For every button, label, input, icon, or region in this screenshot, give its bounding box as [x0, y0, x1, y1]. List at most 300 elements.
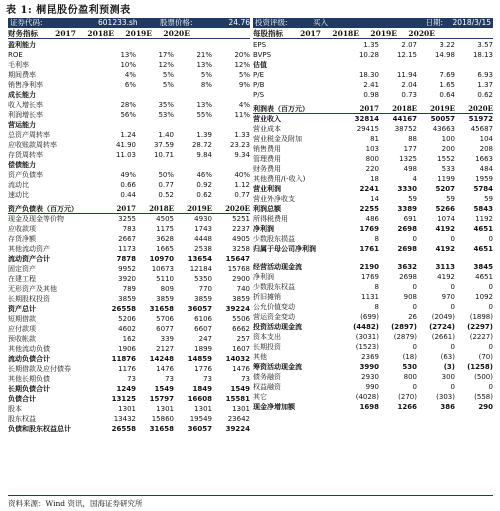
cell-value: 2.04	[401, 81, 417, 89]
cell-value: 8	[374, 235, 379, 243]
cell-value: 39224	[225, 305, 250, 313]
section-heading: 盈利能力	[8, 40, 36, 49]
year-col: 2019E	[370, 29, 397, 38]
cell-value: (558)	[474, 393, 493, 401]
bottom-rule	[8, 495, 493, 496]
table-row	[253, 214, 493, 224]
row-label: 存货周转率	[8, 151, 43, 159]
cell-value: 2538	[194, 245, 212, 253]
cell-value: 0.92	[196, 181, 212, 189]
cell-value: 28.72	[191, 141, 212, 149]
cell-value: 3859	[232, 295, 250, 303]
row-label: 应收账款周转率	[8, 141, 57, 149]
cell-value: 40%	[234, 171, 250, 179]
row-label: 其它	[253, 393, 267, 401]
cell-value: 15581	[225, 395, 250, 403]
year-col: 2018E	[149, 204, 174, 213]
cell-value: 1176	[118, 365, 136, 373]
cell-value: 4905	[232, 235, 250, 243]
cell-value: (2297)	[467, 323, 493, 331]
cell-value: 2698	[399, 273, 417, 281]
cell-value: 73	[127, 375, 136, 383]
cell-value: 200	[441, 145, 455, 153]
cell-value: 4448	[194, 235, 212, 243]
cell-value: 81	[370, 135, 379, 143]
cell-value: 37.59	[153, 141, 174, 149]
cell-value: 1092	[475, 293, 493, 301]
cell-value: 12%	[234, 61, 250, 69]
table-row	[8, 314, 250, 324]
row-label: 负债和股东权益总计	[8, 425, 71, 433]
cell-value: 1.39	[196, 131, 212, 139]
row-label: P/B	[253, 81, 265, 89]
cell-value: 1199	[437, 175, 455, 183]
table-row	[8, 424, 250, 434]
row-label: 所得税费用	[253, 215, 288, 223]
row-label: 折旧摊销	[253, 293, 281, 301]
row-label: 销售费用	[253, 145, 281, 153]
table-row	[8, 160, 250, 170]
section-heading: 营运能力	[8, 120, 36, 129]
cell-value: 41.90	[115, 141, 136, 149]
cell-value: 0.66	[120, 181, 136, 189]
cell-value: 5%	[162, 71, 174, 79]
cell-value: 73	[241, 375, 250, 383]
cell-value: 990	[365, 383, 379, 391]
cell-value: 0.62	[196, 191, 212, 199]
cell-value: 0.77	[234, 191, 250, 199]
row-label: 经营活动现金流	[253, 263, 302, 271]
table-row	[253, 342, 493, 352]
cell-value: (2897)	[391, 323, 417, 331]
row-label: 其他长期负债	[8, 375, 50, 383]
cell-value: 53%	[158, 111, 174, 119]
cell-value: 970	[441, 293, 455, 301]
table-row	[253, 204, 493, 214]
cell-value: 3859	[156, 295, 174, 303]
cell-value: 31658	[149, 425, 174, 433]
cell-value: 0	[450, 235, 455, 243]
row-label: 固定资产	[8, 265, 36, 273]
table-title	[6, 1, 135, 15]
source-note: 资料来源：Wind 资讯，国海证券研究所	[8, 499, 143, 508]
cell-value: 38752	[394, 125, 417, 133]
cell-value: 1301	[194, 405, 212, 413]
cell-value: 0	[488, 303, 493, 311]
cell-value: 26558	[111, 305, 136, 313]
row-label: 营运资金变动	[253, 313, 295, 321]
table-row	[8, 284, 250, 294]
table-row	[8, 190, 250, 200]
cell-value: 73	[203, 375, 212, 383]
cell-value: (2227)	[469, 333, 493, 341]
cell-value: 1192	[475, 215, 493, 223]
cell-value: 9%	[238, 81, 250, 89]
left-column-header	[8, 29, 250, 39]
table-row	[8, 364, 250, 374]
cell-value: 103	[365, 145, 379, 153]
section-heading: 成长能力	[8, 90, 36, 99]
cell-value: 43663	[432, 125, 455, 133]
cell-value: 18.13	[472, 51, 493, 59]
cell-value: 3632	[397, 263, 417, 271]
row-label: 营业外净收支	[253, 195, 295, 203]
right-table	[253, 40, 493, 412]
table-row	[253, 174, 493, 184]
cell-value: (303)	[436, 393, 455, 401]
cell-value: 13125	[111, 395, 136, 403]
cell-value: 9952	[118, 265, 136, 273]
cell-value: 50%	[158, 171, 174, 179]
table-row	[253, 60, 493, 70]
cell-value: 0	[412, 235, 417, 243]
section-heading: 资产负债表（百万元）	[8, 204, 78, 213]
year-col: 2020E	[163, 29, 190, 38]
cell-value: 5206	[118, 315, 136, 323]
cell-value: 4	[412, 175, 417, 183]
cell-value: 5%	[200, 71, 212, 79]
cell-value: 55%	[196, 111, 212, 119]
cell-value: 5784	[473, 185, 493, 193]
cell-value: 740	[236, 285, 250, 293]
cell-value: 1.33	[234, 131, 250, 139]
table-row	[253, 244, 493, 254]
cell-value: 31658	[149, 305, 174, 313]
cell-value: 0.73	[401, 91, 417, 99]
cell-value: 1476	[156, 365, 174, 373]
cell-value: 1776	[194, 365, 212, 373]
stock-code-value: 601233.sh	[98, 18, 138, 27]
table-row	[253, 292, 493, 302]
cell-value: 5251	[232, 215, 250, 223]
cell-value: 4930	[194, 215, 212, 223]
cell-value: 18	[370, 175, 379, 183]
cell-value: 1552	[437, 155, 455, 163]
cell-value: 5506	[232, 315, 250, 323]
row-label: 投资活动现金流	[253, 323, 302, 331]
year-col: 2017	[116, 204, 136, 213]
cell-value: 486	[365, 215, 379, 223]
cell-value: 339	[160, 335, 174, 343]
cell-value: 1849	[192, 385, 212, 393]
table-row	[253, 362, 493, 372]
table-row	[8, 384, 250, 394]
row-label: 营业收入	[253, 115, 281, 123]
cell-value: 1769	[359, 225, 379, 233]
cell-value: 300	[441, 373, 455, 381]
cell-value: 0	[412, 283, 417, 291]
cell-value: 35%	[158, 101, 174, 109]
table-row	[253, 50, 493, 60]
cell-value: 1301	[156, 405, 174, 413]
left-section-title: 财务指标	[8, 29, 38, 38]
row-label: 管理费用	[253, 155, 281, 163]
cell-value: 10.28	[358, 51, 379, 59]
cell-value: 1173	[118, 245, 136, 253]
cell-value: 908	[403, 293, 417, 301]
cell-value: 14248	[149, 355, 174, 363]
cell-value: 26558	[111, 425, 136, 433]
table-title-prefix: 表 1:	[6, 5, 33, 16]
cell-value: 3330	[397, 185, 417, 193]
row-label: P/S	[253, 91, 265, 99]
cell-value: 2241	[359, 185, 379, 193]
cell-value: 6607	[194, 325, 212, 333]
cell-value: (63)	[440, 353, 455, 361]
cell-value: 14	[370, 195, 379, 203]
cell-value: 6662	[232, 325, 250, 333]
table-row	[253, 372, 493, 382]
section-heading: 偿债能力	[8, 160, 36, 169]
table-row	[8, 354, 250, 364]
cell-value: 5110	[156, 275, 174, 283]
cell-value: (18)	[402, 353, 417, 361]
cell-value: (500)	[474, 373, 493, 381]
cell-value: 14.98	[434, 51, 455, 59]
table-row	[8, 394, 250, 404]
table-row	[253, 80, 493, 90]
table-row	[253, 184, 493, 194]
cell-value: 2667	[118, 235, 136, 243]
table-row	[8, 254, 250, 264]
row-label: 债务融资	[253, 373, 281, 381]
table-row	[253, 124, 493, 134]
table-row	[253, 282, 493, 292]
cell-value: 6%	[124, 81, 136, 89]
table-row	[8, 204, 250, 214]
table-row	[253, 194, 493, 204]
cell-value: 2127	[156, 345, 174, 353]
cell-value: 2900	[232, 275, 250, 283]
cell-value: 2698	[397, 245, 417, 253]
row-label: 销售净利率	[8, 81, 43, 89]
table-row	[253, 402, 493, 412]
row-label: 公允价值变动	[253, 303, 295, 311]
cell-value: 5207	[435, 185, 455, 193]
row-label: 资本支出	[253, 333, 281, 341]
cell-value: 13%	[120, 51, 136, 59]
cell-value: 17%	[158, 51, 174, 59]
row-label: 长期股权投资	[8, 295, 50, 303]
table-row	[8, 180, 250, 190]
row-label: 其他费用/(-收入)	[253, 175, 306, 183]
row-label: EPS	[253, 41, 267, 49]
cell-value: 1698	[359, 403, 379, 411]
row-label: 筹资活动现金流	[253, 363, 302, 371]
cell-value: 1325	[399, 155, 417, 163]
year-col: 2019E	[430, 104, 455, 113]
cell-value: 3845	[473, 263, 493, 271]
cell-value: 15647	[225, 255, 250, 263]
cell-value: 20%	[234, 51, 250, 59]
table-row	[8, 304, 250, 314]
cell-value: (1523)	[355, 343, 379, 351]
table-row	[8, 60, 250, 70]
cell-value: 1.24	[120, 131, 136, 139]
table-row	[253, 164, 493, 174]
cell-value: (3)	[443, 363, 455, 371]
cell-value: 12%	[158, 61, 174, 69]
row-label: 应收款项	[8, 225, 36, 233]
cell-value: 1549	[230, 385, 250, 393]
cell-value: 0.98	[363, 91, 379, 99]
row-label: P/E	[253, 71, 265, 79]
cell-value: 208	[479, 145, 493, 153]
cell-value: 15860	[151, 415, 174, 423]
row-label: 资产总计	[8, 305, 36, 313]
table-row	[8, 294, 250, 304]
row-label: 现金净增加额	[253, 403, 295, 411]
cell-value: 88	[408, 135, 417, 143]
header-bar-right	[253, 18, 493, 28]
cell-value: 3113	[435, 263, 455, 271]
row-label: 短期借款	[8, 315, 36, 323]
cell-value: 1761	[359, 245, 379, 253]
cell-value: 11.03	[115, 151, 136, 159]
cell-value: 783	[122, 225, 136, 233]
cell-value: 1266	[397, 403, 417, 411]
cell-value: 3.57	[477, 41, 493, 49]
cell-value: 36057	[187, 425, 212, 433]
cell-value: 10970	[149, 255, 174, 263]
cell-value: 11876	[111, 355, 136, 363]
cell-value: (699)	[360, 313, 379, 321]
cell-value: 44167	[392, 115, 417, 123]
row-label: 应付款项	[8, 325, 36, 333]
cell-value: 800	[403, 373, 417, 381]
cell-value: 4651	[475, 273, 493, 281]
cell-value: 10%	[120, 61, 136, 69]
cell-value: 12184	[189, 265, 212, 273]
cell-value: 0.52	[158, 191, 174, 199]
table-row	[253, 114, 493, 124]
cell-value: 0	[488, 235, 493, 243]
cell-value: 1074	[437, 215, 455, 223]
table-row	[8, 244, 250, 254]
cell-value: 800	[365, 155, 379, 163]
cell-value: 1.40	[158, 131, 174, 139]
cell-value: 13%	[196, 61, 212, 69]
date-value: 2018/3/15	[452, 18, 491, 27]
stock-code-label: 证券代码:	[10, 18, 43, 27]
cell-value: 5%	[162, 81, 174, 89]
cell-value: (70)	[478, 353, 493, 361]
cell-value: 1301	[232, 405, 250, 413]
header-bar-left	[8, 18, 250, 28]
cell-value: 6077	[156, 325, 174, 333]
table-row	[8, 110, 250, 120]
cell-value: 0.62	[477, 91, 493, 99]
row-label: 总资产周转率	[8, 131, 50, 139]
cell-value: 2369	[361, 353, 379, 361]
year-col: 2019E	[187, 204, 212, 213]
cell-value: 1.37	[477, 81, 493, 89]
cell-value: 5%	[238, 71, 250, 79]
table-row	[253, 332, 493, 342]
year-col: 2018E	[392, 104, 417, 113]
cell-value: 2698	[397, 225, 417, 233]
cell-value: 8	[374, 283, 379, 291]
cell-value: 1663	[475, 155, 493, 163]
row-label: 少数股东损益	[253, 235, 295, 243]
row-label: 负债合计	[8, 395, 36, 403]
cell-value: 28%	[120, 101, 136, 109]
table-row	[8, 120, 250, 130]
cell-value: 5266	[435, 205, 455, 213]
cell-value: 29415	[356, 125, 379, 133]
table-row	[8, 324, 250, 334]
cell-value: 2.07	[401, 41, 417, 49]
table-row	[253, 224, 493, 234]
row-label: 长期投资	[253, 343, 281, 351]
cell-value: 11%	[234, 111, 250, 119]
cell-value: 0.77	[158, 181, 174, 189]
cell-value: 0.44	[120, 191, 136, 199]
cell-value: 0	[450, 283, 455, 291]
row-label: 长期借款及应付债券	[8, 365, 71, 373]
cell-value: 2237	[232, 225, 250, 233]
row-label: 营业利润	[253, 185, 281, 193]
cell-value: 13%	[196, 101, 212, 109]
table-row	[8, 224, 250, 234]
table-row	[8, 334, 250, 344]
cell-value: 39224	[225, 425, 250, 433]
cell-value: 0	[450, 343, 455, 351]
row-label: ROE	[8, 51, 23, 59]
cell-value: 177	[403, 145, 417, 153]
cell-value: 3859	[194, 295, 212, 303]
row-label: 归属于母公司净利润	[253, 245, 316, 253]
cell-value: 10673	[151, 265, 174, 273]
cell-value: 16608	[187, 395, 212, 403]
row-label: 财务费用	[253, 165, 281, 173]
row-label: 预收帐款	[8, 335, 36, 343]
cell-value: 9.84	[196, 151, 212, 159]
cell-value: 0	[412, 343, 417, 351]
table-row	[8, 80, 250, 90]
cell-value: 789	[122, 285, 136, 293]
row-label: 少数股东权益	[253, 283, 295, 291]
cell-value: 809	[160, 285, 174, 293]
cell-value: 533	[441, 165, 455, 173]
cell-value: 51972	[468, 115, 493, 123]
table-row	[253, 144, 493, 154]
table-row	[8, 40, 250, 50]
cell-value: (3031)	[355, 333, 379, 341]
cell-value: 386	[440, 403, 455, 411]
cell-value: (2724)	[429, 323, 455, 331]
table-row	[253, 154, 493, 164]
table-row	[8, 374, 250, 384]
cell-value: 1175	[156, 225, 174, 233]
right-section-title: 每股指标	[253, 29, 283, 38]
cell-value: 4602	[118, 325, 136, 333]
table-row	[253, 392, 493, 402]
table-row	[8, 404, 250, 414]
cell-value: (2661)	[431, 333, 455, 341]
cell-value: 73	[165, 375, 174, 383]
cell-value: 18.30	[358, 71, 379, 79]
section-heading: 估值	[253, 60, 267, 69]
row-label: 流动比	[8, 181, 29, 189]
cell-value: 0.64	[439, 91, 455, 99]
cell-value: (1898)	[469, 313, 493, 321]
table-row	[253, 40, 493, 50]
table-row	[253, 312, 493, 322]
cell-value: 247	[198, 335, 212, 343]
cell-value: 1899	[194, 345, 212, 353]
cell-value: 1249	[116, 385, 136, 393]
